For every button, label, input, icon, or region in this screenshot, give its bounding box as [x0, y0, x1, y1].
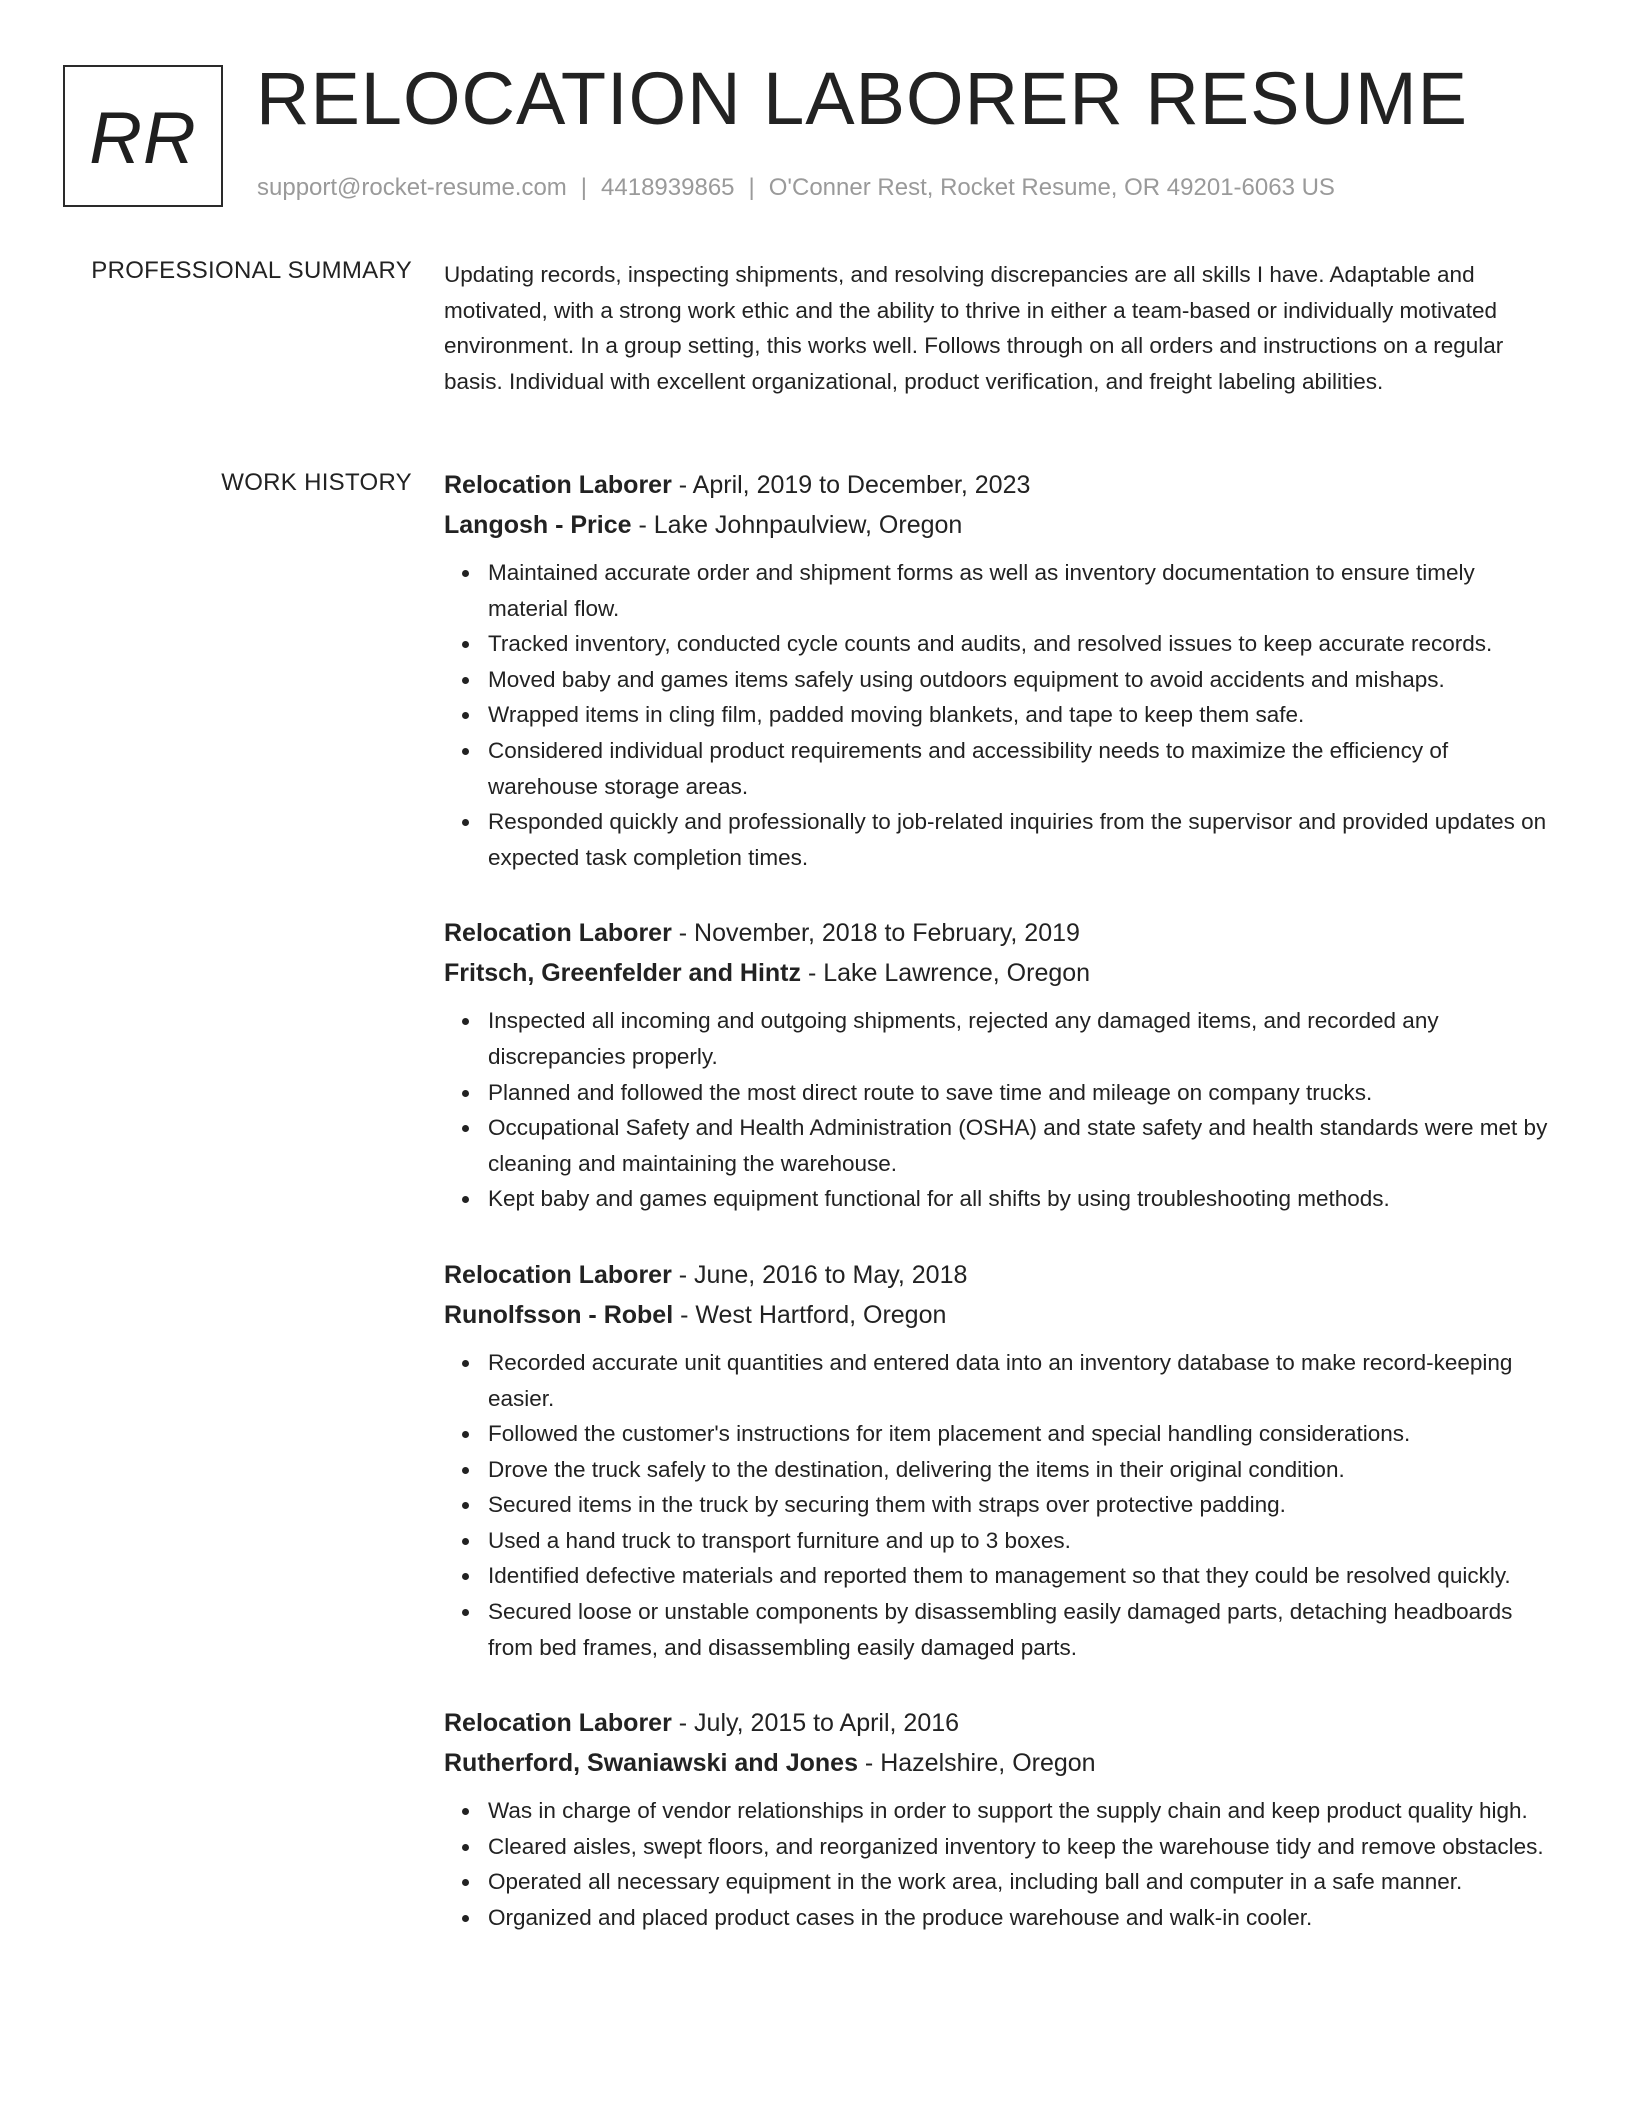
monogram-logo [63, 65, 223, 207]
job-location: - Hazelshire, Oregon [857, 1749, 1096, 1778]
job-company-line [444, 1743, 1554, 1783]
job-bullet-list [444, 1003, 1554, 1217]
job-company-line [444, 953, 1554, 993]
job-title: Relocation Laborer [444, 1260, 672, 1289]
job-bullet: Occupational Safety and Health Administration (OSHA) and state safety and health standards were met by cleaning and maintaining the warehouse. [488, 1110, 1554, 1181]
contact-separator: | [580, 174, 588, 201]
job-bullet: Inspected all incoming and outgoing shipments, rejected any damaged items, and recorded any discrepancies properly. [488, 1003, 1554, 1074]
job-bullet-list [444, 1793, 1554, 1935]
job-dates: - November, 2018 to February, 2019 [671, 919, 1080, 948]
job-bullet: Responded quickly and professionally to job-related inquiries from the supervisor and provided updates on expected task completion times. [488, 804, 1554, 875]
section-label-work-history: WORK HISTORY [221, 469, 412, 496]
contact-separator: | [748, 174, 755, 201]
job-dates: - April, 2019 to December, 2023 [671, 471, 1031, 499]
contact-address: O'Conner Rest, Rocket Resume, OR 49201-6063 US [768, 174, 1335, 201]
job-title: Relocation Laborer [444, 1709, 672, 1738]
job-company: Fritsch, Greenfelder and Hintz [444, 959, 802, 988]
job-bullet: Wrapped items in cling film, padded moving blankets, and tape to keep them safe. [488, 697, 1554, 733]
job-bullet: Maintained accurate order and shipment forms as well as inventory documentation to ensure timely material flow. [488, 555, 1554, 626]
work-history-section [444, 465, 1554, 1936]
job-entry [444, 913, 1554, 1217]
job-location: - West Hartford, Oregon [673, 1300, 947, 1329]
job-entry [444, 465, 1554, 875]
contact-phone[interactable]: 4418939865 [601, 174, 735, 201]
summary-text: Updating records, inspecting shipments, and resolving discrepancies are all skills I have. Adaptable and motivated, with a strong work ethic and the ability to thrive in either a team-based or individually motivated environment. In a group setting, this works well. Follows through on all orders and instructions on a regular basis. Individual with excellent organizational, product verification, and freight labeling abilities. [444, 262, 1504, 394]
job-dates: - July, 2015 to April, 2016 [671, 1709, 960, 1738]
job-bullet: Moved baby and games items safely using outdoors equipment to avoid accidents and mishaps. [488, 662, 1554, 698]
job-title: Relocation Laborer [444, 471, 672, 499]
job-location: - Lake Lawrence, Oregon [801, 959, 1091, 988]
job-bullet: Identified defective materials and reported them to management so that they could be resolved quickly. [488, 1558, 1554, 1594]
job-title-line [444, 1703, 1554, 1743]
job-bullet: Secured items in the truck by securing them with straps over protective padding. [488, 1487, 1554, 1523]
job-bullet: Considered individual product requirements and accessibility needs to maximize the efficiency of warehouse storage areas. [488, 733, 1554, 804]
job-title-line [444, 465, 1554, 505]
summary-section [444, 257, 1554, 399]
job-bullet: Organized and placed product cases in the produce warehouse and walk-in cooler. [488, 1900, 1554, 1936]
job-bullet: Recorded accurate unit quantities and entered data into an inventory database to make record-keeping easier. [488, 1345, 1554, 1416]
resume-title: RELOCATION LABORER RESUME [256, 57, 1468, 140]
job-company-line [444, 1295, 1554, 1335]
job-title: Relocation Laborer [444, 919, 672, 948]
job-entry [444, 1703, 1554, 1935]
job-bullet: Planned and followed the most direct route to save time and mileage on company trucks. [488, 1075, 1554, 1111]
job-entry [444, 1255, 1554, 1665]
job-company-line [444, 505, 1554, 545]
job-bullet: Kept baby and games equipment functional for all shifts by using troubleshooting methods. [488, 1181, 1554, 1217]
job-bullet: Tracked inventory, conducted cycle counts and audits, and resolved issues to keep accurate records. [488, 626, 1554, 662]
job-location: - Lake Johnpaulview, Oregon [631, 511, 963, 539]
section-label-summary: PROFESSIONAL SUMMARY [91, 257, 412, 284]
job-bullet: Followed the customer's instructions for item placement and special handling considerations. [488, 1416, 1554, 1452]
monogram-initials: RR [89, 97, 197, 179]
job-bullet-list [444, 1345, 1554, 1665]
job-title-line [444, 1255, 1554, 1295]
job-bullet: Drove the truck safely to the destination, delivering the items in their original condition. [488, 1452, 1554, 1488]
job-company: Runolfsson - Robel [444, 1300, 674, 1329]
job-bullet: Cleared aisles, swept floors, and reorganized inventory to keep the warehouse tidy and remove obstacles. [488, 1829, 1554, 1865]
job-bullet: Was in charge of vendor relationships in order to support the supply chain and keep product quality high. [488, 1793, 1554, 1829]
job-company: Langosh - Price [444, 511, 632, 539]
job-company: Rutherford, Swaniawski and Jones [444, 1749, 858, 1778]
job-bullet: Operated all necessary equipment in the work area, including ball and computer in a safe manner. [488, 1864, 1554, 1900]
job-bullet-list [444, 555, 1554, 875]
contact-email[interactable]: support@rocket-resume.com [257, 174, 567, 201]
job-dates: - June, 2016 to May, 2018 [671, 1260, 968, 1289]
job-title-line [444, 913, 1554, 953]
job-bullet: Used a hand truck to transport furniture and up to 3 boxes. [488, 1523, 1554, 1559]
job-bullet: Secured loose or unstable components by disassembling easily damaged parts, detaching headboards from bed frames, and disassembling easily damaged parts. [488, 1594, 1554, 1665]
contact-line [257, 174, 1335, 202]
